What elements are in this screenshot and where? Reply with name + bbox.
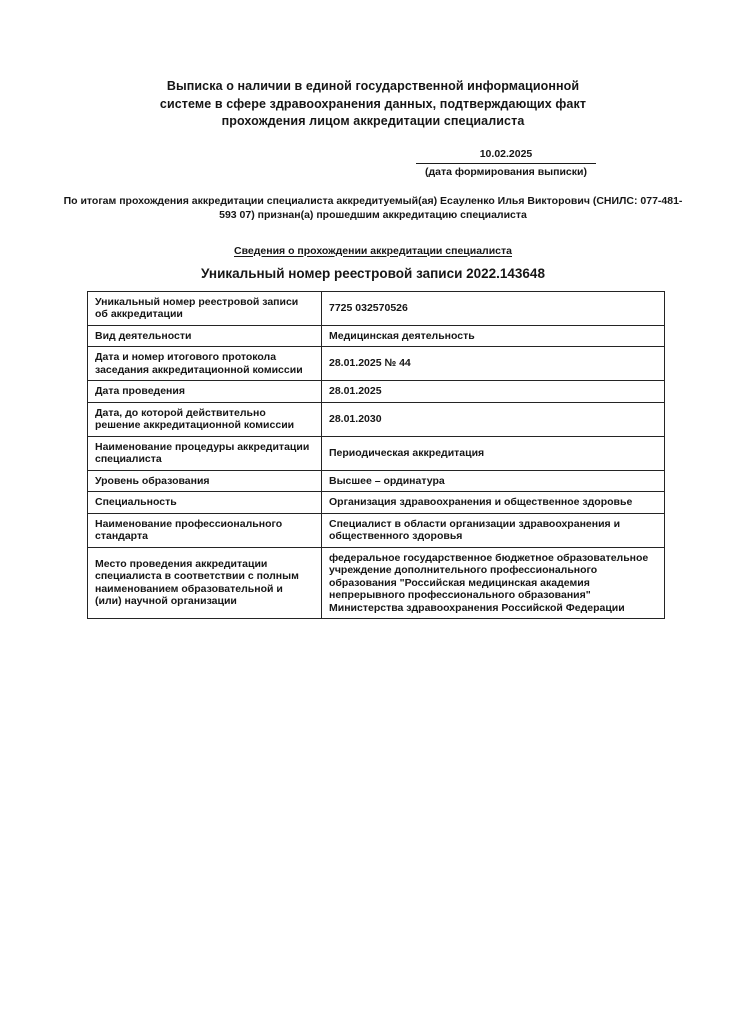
extract-date-caption: (дата формирования выписки) (425, 165, 587, 178)
accreditation-summary (0, 194, 746, 222)
extract-date-value: 10.02.2025 (416, 148, 596, 164)
table-row (88, 513, 665, 547)
table-row (88, 347, 665, 381)
row-value: Организация здравоохранения и общественное здоровье (322, 492, 665, 514)
row-label: Уровень образования (88, 470, 322, 492)
row-value: 28.01.2025 № 44 (322, 347, 665, 381)
row-label: Наименование профессионального стандарта (88, 513, 322, 547)
row-value: 7725 032570526 (322, 291, 665, 325)
row-value: Периодическая аккредитация (322, 436, 665, 470)
section-heading: Сведения о прохождении аккредитации специалиста (234, 244, 512, 257)
document-title-line: Выписка о наличии в единой государственной информационной (166, 79, 580, 93)
table-row (88, 436, 665, 470)
accreditation-summary-line: По итогам прохождения аккредитации специалиста аккредитуемый(ая) Есауленко Илья Викторович (СНИЛС: 077-481- (63, 194, 683, 207)
table-row (88, 402, 665, 436)
row-value: федеральное государственное бюджетное образовательное учреждение дополнительного профессионального образования "Российская медицинская академия непрерывного профессионального образования" Министерства здравоохранения Российской Федерации (322, 547, 665, 619)
registry-number-heading: Уникальный номер реестровой записи 2022.143648 (201, 265, 545, 281)
extract-date-block (416, 148, 596, 179)
row-label: Дата проведения (88, 381, 322, 403)
row-value: Медицинская деятельность (322, 325, 665, 347)
table-row (88, 381, 665, 403)
row-value: Специалист в области организации здравоохранения и общественного здоровья (322, 513, 665, 547)
row-value: 28.01.2030 (322, 402, 665, 436)
row-label: Наименование процедуры аккредитации специалиста (88, 436, 322, 470)
table-row (88, 470, 665, 492)
row-label: Дата, до которой действительно решение аккредитационной комиссии (88, 402, 322, 436)
table-row (88, 291, 665, 325)
accreditation-summary-line: 593 07) признан(а) прошедшим аккредитацию специалиста (219, 208, 527, 221)
table-row (88, 492, 665, 514)
row-label: Уникальный номер реестровой записи об аккредитации (88, 291, 322, 325)
row-value: 28.01.2025 (322, 381, 665, 403)
accreditation-details-table (87, 291, 665, 620)
row-label: Место проведения аккредитации специалиста в соответствии с полным наименованием образовательной и (или) научной организации (88, 547, 322, 619)
document-title-line: прохождения лицом аккредитации специалиста (221, 114, 525, 128)
row-value: Высшее – ординатура (322, 470, 665, 492)
document-title (0, 78, 746, 131)
row-label: Дата и номер итогового протокола заседания аккредитационной комиссии (88, 347, 322, 381)
row-label: Специальность (88, 492, 322, 514)
row-label: Вид деятельности (88, 325, 322, 347)
document-title-line: системе в сфере здравоохранения данных, подтверждающих факт (159, 96, 587, 111)
table-row (88, 547, 665, 619)
table-row (88, 325, 665, 347)
